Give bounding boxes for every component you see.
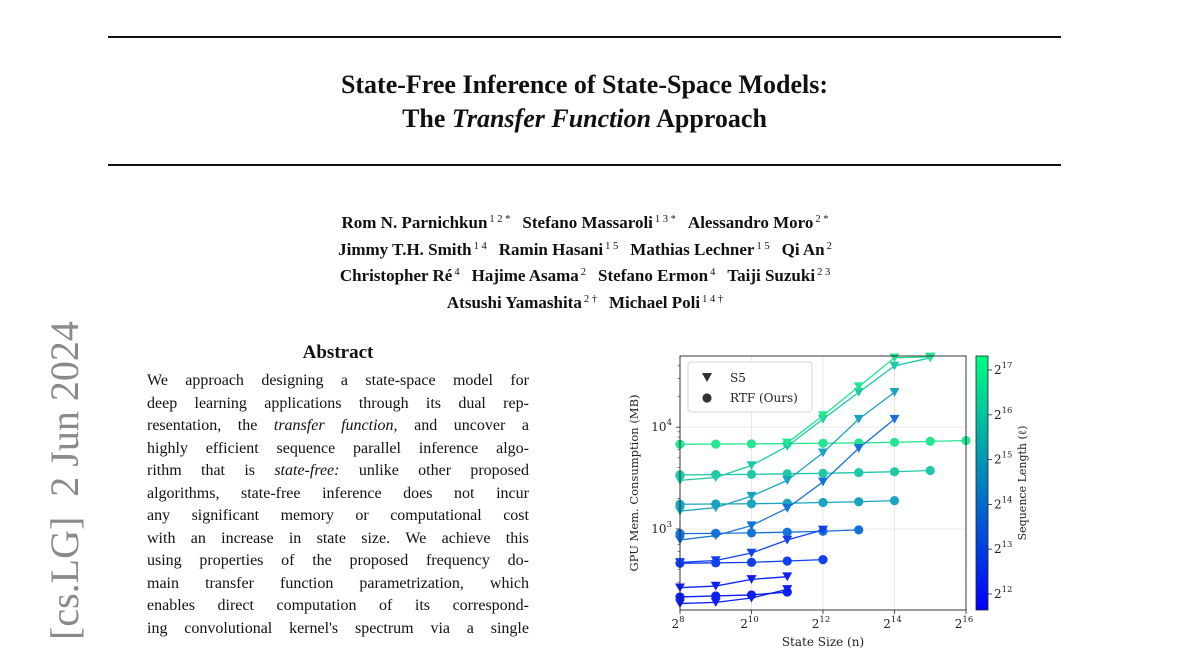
abstract-word: spectrum [354,619,414,637]
legend-circle-marker [702,393,711,402]
abstract-word: of [379,597,393,614]
abstract-word: proposed [349,552,409,569]
abstract-word: deep [147,394,178,412]
abstract-heading: Abstract [302,342,374,363]
colorbar-tick-label: $2^{14}$ [994,495,1013,512]
abstract-word: state [316,529,346,547]
abstract-word: applications [264,394,342,412]
author-name-text: Stefano Massaroli [522,213,653,232]
abstract-word: a [466,619,474,637]
author-line [160,208,1010,235]
abstract-word: using [147,552,182,569]
author-affiliation-marks: 1 4 [473,240,487,252]
rtf-point [711,439,720,448]
abstract-word: not [454,484,475,502]
author-name [499,240,619,259]
author-name [447,293,597,312]
abstract-word: model [452,372,493,389]
abstract-line [147,483,529,506]
paper-title-line-1: State-Free Inference of State-Space Models: [340,70,829,99]
author-affiliation-marks: 2 3 [817,267,831,278]
colorbar-tick-label: $2^{15}$ [994,450,1013,467]
abstract-word: in [288,529,302,547]
author-name-text: Rom N. Parnichkun [341,213,488,232]
abstract-word: main [147,574,179,592]
abstract-italic-word: state-free: [274,462,340,479]
author-affiliation-marks: 1 5 [756,240,770,252]
author-name [341,213,510,232]
abstract-line [147,505,529,528]
author-name-text: Mathias Lechner [630,239,755,259]
abstract-word: inference [418,439,479,457]
abstract-line [147,528,529,551]
memory-consumption-figure [620,340,1029,649]
abstract-word: does [403,484,433,502]
rtf-point [747,439,756,448]
abstract-word: inference [322,484,382,502]
rtf-point [926,466,935,475]
abstract-line [147,460,529,483]
memory-consumption-chart [620,340,1029,649]
abstract-word: size. [361,529,391,547]
abstract-word: its [425,394,442,412]
abstract-word: achieve [441,529,491,547]
abstract-word: learning [194,394,247,412]
rtf-point [890,496,899,505]
abstract-italic-word: transfer [273,417,325,434]
author-name [609,293,723,312]
author-name-text: Alessandro Moro [687,213,814,232]
abstract-word: parametrization, [359,574,464,592]
abstract-word: approach [185,372,244,389]
abstract-word: resentation, [147,417,222,434]
abstract-line [147,370,529,393]
abstract-word: We [147,372,168,389]
author-affiliation-marks: 2 † [583,293,597,305]
abstract-word: incur [496,484,529,502]
x-axis-label: State Size (n) [781,635,865,649]
author-line [160,288,1010,315]
abstract-word: rithm [147,462,182,479]
rtf-point [783,556,792,565]
abstract-word: kernel's [289,619,339,637]
colorbar-label: Sequence Length (ℓ) [1016,425,1029,541]
author-name [340,266,460,285]
rtf-point [747,470,756,479]
rtf-point [818,555,827,564]
abstract-line [147,438,529,461]
abstract-word: transfer [205,574,254,592]
author-affiliation-marks: 2 * [815,214,829,225]
abstract-word: other [418,462,452,479]
abstract-word: memory [280,507,334,524]
abstract-line [147,618,529,641]
rtf-point [854,525,863,534]
abstract-word: enables [147,597,195,614]
abstract-word: state-free [241,484,301,502]
abstract-word: or [355,507,369,524]
abstract-word: uncover [453,417,506,434]
abstract-word: algorithms, [147,484,220,502]
legend-label-rtf: RTF (Ours) [730,391,798,405]
author-affiliation-marks: 1 3 * [654,214,676,225]
rtf-point [890,467,899,476]
paper-title-line-2 [108,104,1061,134]
author-name [472,266,586,285]
author-name-text: Christopher Ré [339,266,453,285]
abstract-word: designing [261,372,324,389]
abstract-word: via [430,619,450,637]
x-tick-label: $2^{12}$ [811,615,831,631]
colorbar-tick-label: $2^{12}$ [994,585,1013,601]
author-affiliation-marks: 1 4 † [702,293,724,305]
abstract-word: unlike [358,462,399,479]
abstract-word: and [414,417,438,434]
abstract-word: efficient [205,439,259,457]
author-name [338,240,487,259]
abstract-word: function [280,574,334,592]
rtf-point [818,498,827,507]
x-tick-label: $2^8$ [671,615,685,631]
abstract-word: dual [458,394,486,412]
abstract-line [147,573,529,596]
author-name [727,266,830,285]
abstract-word: sequence [276,439,336,457]
abstract-word: ing [147,619,168,637]
author-name-text: Stefano Ermon [598,266,709,285]
rtf-point [818,439,827,448]
abstract-word: for [510,372,529,389]
author-affiliation-marks: 4 [710,267,716,278]
author-affiliation-marks: 2 [826,240,832,252]
rtf-point [854,468,863,477]
abstract-word: through [358,394,409,412]
rtf-point [783,528,792,537]
x-tick-label: $2^{14}$ [883,615,902,631]
abstract-word: with [147,529,176,547]
abstract-word: algo- [496,439,529,457]
author-line [160,261,1010,288]
abstract-word: is [244,462,255,479]
abstract-word: highly [147,439,188,457]
abstract-word: which [489,574,529,592]
abstract-word: a [521,417,529,434]
author-name [782,240,832,259]
abstract-word: that [201,462,225,479]
abstract-word: cost [503,507,529,524]
author-name-text: Qi An [781,239,825,259]
abstract-word: computational [390,507,482,524]
abstract-word: the [312,552,332,569]
author-name-text: Michael Poli [608,292,701,312]
abstract-word: rep- [503,394,529,412]
abstract-word: properties [199,552,264,569]
rtf-point [747,558,756,567]
abstract-word: parallel [352,439,401,457]
abstract-word: We [405,529,427,547]
arxiv-date-text: [cs.LG] 2 Jun 2024 [42,321,87,640]
abstract-body [147,370,529,640]
title-prefix: The [402,104,446,133]
arxiv-identifier-stamp [0,0,110,648]
author-name [688,213,829,232]
author-name [598,266,715,285]
abstract-word: proposed [470,462,529,479]
abstract-word: the [237,417,258,434]
y-tick-label: $10^3$ [651,519,672,536]
author-list [160,208,1010,314]
rtf-point [818,469,827,478]
author-affiliation-marks: 4 [454,267,460,278]
x-tick-label: $2^{10}$ [740,615,759,631]
abstract-word: any [147,507,171,524]
colorbar-tick-label: $2^{16}$ [994,405,1013,422]
legend-label-s5: S5 [730,371,746,385]
rtf-point [926,437,935,446]
author-name-text: Taiji Suzuki [727,266,816,285]
y-axis-label: GPU Mem. Consumption (MB) [627,394,641,572]
abstract-word: frequency [425,552,490,569]
abstract-word: increase [221,529,274,547]
abstract-word: a [340,372,349,389]
abstract-line [147,393,529,416]
abstract-line [147,595,529,618]
title-italic-phrase: Transfer Function [451,104,652,133]
author-affiliation-marks: 2 [580,267,587,278]
abstract-word: computation [276,597,357,614]
author-affiliation-marks: 1 5 [605,240,619,252]
abstract-word: direct [217,597,254,614]
author-name-text: Atsushi Yamashita [446,292,582,312]
rtf-point [854,497,863,506]
author-name-text: Hajime Asama [471,266,579,285]
abstract-word: state-space [365,372,436,389]
title-top-rule [108,36,1061,38]
abstract-word: convolutional [184,619,273,637]
y-tick-label: $10^4$ [651,418,672,435]
abstract-word: single [490,619,529,637]
colorbar-tick-label: $2^{13}$ [994,540,1013,557]
author-name [630,240,769,259]
abstract-line [147,550,529,573]
abstract-word: this [505,529,529,547]
x-tick-label: $2^{16}$ [954,615,974,631]
title-bottom-rule [108,164,1061,166]
rtf-point [890,438,899,447]
author-name-text: Ramin Hasani [498,239,604,259]
abstract-word: correspond- [452,597,529,614]
colorbar-tick-label: $2^{17}$ [994,361,1013,377]
abstract-word: an [190,529,206,547]
abstract-italic-word: function, [341,417,398,434]
abstract-word: of [281,552,295,569]
abstract-line [147,415,529,438]
abstract-word: significant [191,507,260,524]
abstract-word: do- [507,552,529,569]
colorbar [976,356,988,610]
author-line [160,235,1010,262]
title-suffix: Approach [656,104,767,133]
author-name [522,213,676,232]
author-affiliation-marks: 1 2 * [489,214,511,225]
author-name-text: Jimmy T.H. Smith [338,239,472,259]
abstract-word: its [414,597,431,614]
